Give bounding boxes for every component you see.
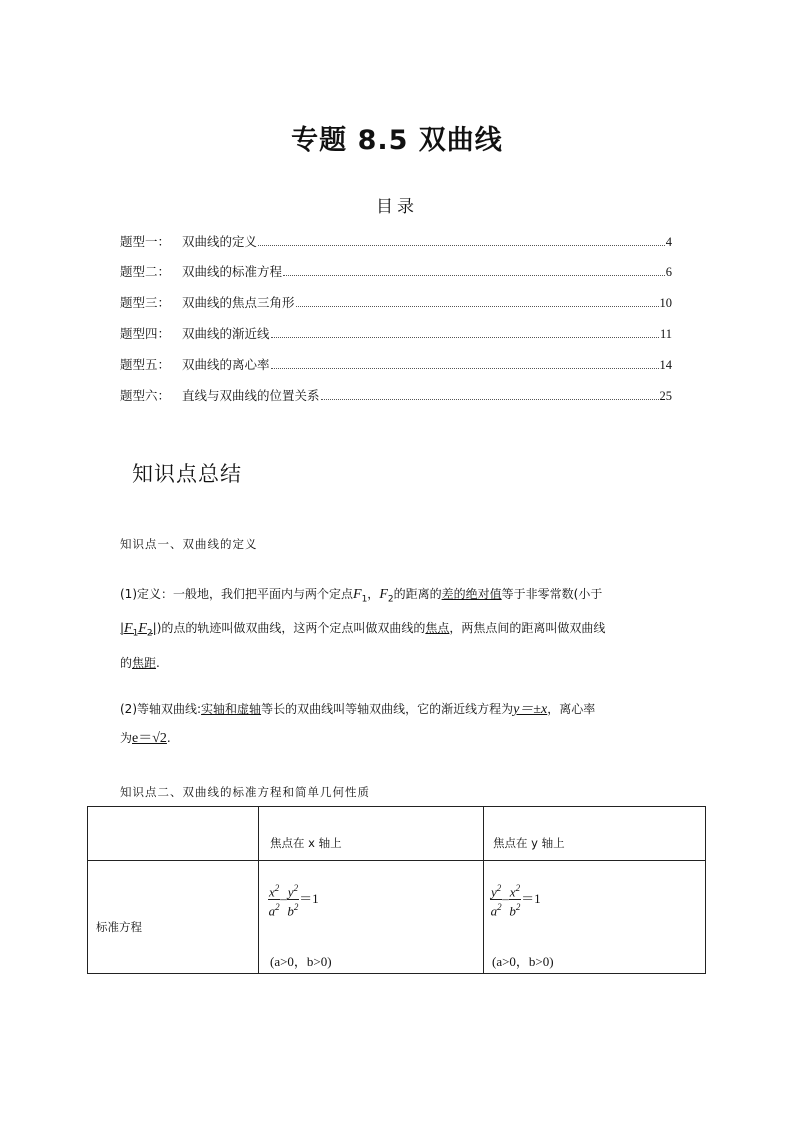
toc-item-label: 题型五： xyxy=(120,357,171,372)
toc-item-page: 11 xyxy=(659,327,672,341)
toc-item-page: 14 xyxy=(659,358,672,372)
toc-item-text: 双曲线的离心率 xyxy=(182,357,270,372)
underline-focal-distance: 焦距 xyxy=(132,655,157,670)
kp1-heading: 知识点一、双曲线的定义 xyxy=(120,537,258,551)
toc-leader-dots xyxy=(283,275,665,276)
toc-item-text: 双曲线的渐近线 xyxy=(182,326,270,341)
kp1-paragraph-1: (1)定义：一般地，我们把平面内与两个定点$F_1$，$F_2$的距离的差的绝对值等于非零常数(小于 $|F_1F_2|$)的点的轨迹叫做双曲线，这两个定点叫做双曲线的焦点，两焦点间的距离叫做双曲线 的焦距. xyxy=(120,587,606,670)
toc-item-label: 题型二： xyxy=(120,264,171,279)
toc-item-label: 题型四： xyxy=(120,326,171,341)
toc-item-page: 6 xyxy=(665,265,672,279)
toc-leader-dots xyxy=(296,306,659,307)
toc-item-page: 25 xyxy=(659,389,672,403)
col1-header: 焦点在 x 轴上 xyxy=(270,836,342,850)
toc-leader-dots xyxy=(321,399,659,400)
properties-table xyxy=(87,806,706,974)
underline-asymptote: y＝±x xyxy=(513,702,548,717)
toc-item-page: 4 xyxy=(665,235,672,249)
kp2-heading: 知识点二、双曲线的标准方程和简单几何性质 xyxy=(120,785,370,799)
page-title: 专题 8.5 双曲线 xyxy=(291,125,503,156)
toc-item[interactable] xyxy=(120,232,672,250)
underline-abs-diff: 差的绝对值 xyxy=(441,587,502,601)
toc-item-page: 10 xyxy=(659,296,672,310)
underline-eccentricity: e＝√2 xyxy=(132,731,167,746)
toc-item-text: 双曲线的标准方程 xyxy=(182,264,283,279)
toc-leader-dots xyxy=(271,368,659,369)
equation-y-axis: $\frac{y^2}{a^2}$ – $\frac{x^2}{b^2}$ ＝1 xyxy=(490,883,541,919)
equation-x-axis: $\frac{x^2}{a^2}$ – $\frac{y^2}{b^2}$ ＝1 xyxy=(268,883,319,919)
condition-y-axis: (a>0，b>0) xyxy=(492,954,554,969)
section-title: 知识点总结 xyxy=(132,462,242,486)
toc-item-label: 题型一： xyxy=(120,234,171,249)
col2-header: 焦点在 y 轴上 xyxy=(493,836,565,850)
kp1-paragraph-2: (2)等轴双曲线:实轴和虚轴等长的双曲线叫等轴双曲线，它的渐近线方程为y＝±x，离心率 为e＝√2. xyxy=(120,702,596,746)
toc-item[interactable] xyxy=(120,324,672,342)
toc-leader-dots xyxy=(258,245,665,246)
toc-item-label: 题型六： xyxy=(120,388,171,403)
underline-focus: 焦点 xyxy=(425,621,450,636)
condition-x-axis: (a>0，b>0) xyxy=(270,954,332,969)
toc-item[interactable] xyxy=(120,355,672,373)
underline-axes: 实轴和虚轴 xyxy=(201,702,262,716)
toc-item[interactable] xyxy=(120,262,672,280)
toc-item[interactable] xyxy=(120,293,672,311)
toc-item-text: 双曲线的焦点三角形 xyxy=(182,295,295,310)
row1-label: 标准方程 xyxy=(96,920,142,934)
toc-item-text: 双曲线的定义 xyxy=(182,234,258,249)
toc-heading: 目录 xyxy=(376,197,418,217)
toc-item-label: 题型三： xyxy=(120,295,171,310)
toc-leader-dots xyxy=(271,337,659,338)
toc-item-text: 直线与双曲线的位置关系 xyxy=(182,388,320,403)
toc-item[interactable] xyxy=(120,386,672,404)
